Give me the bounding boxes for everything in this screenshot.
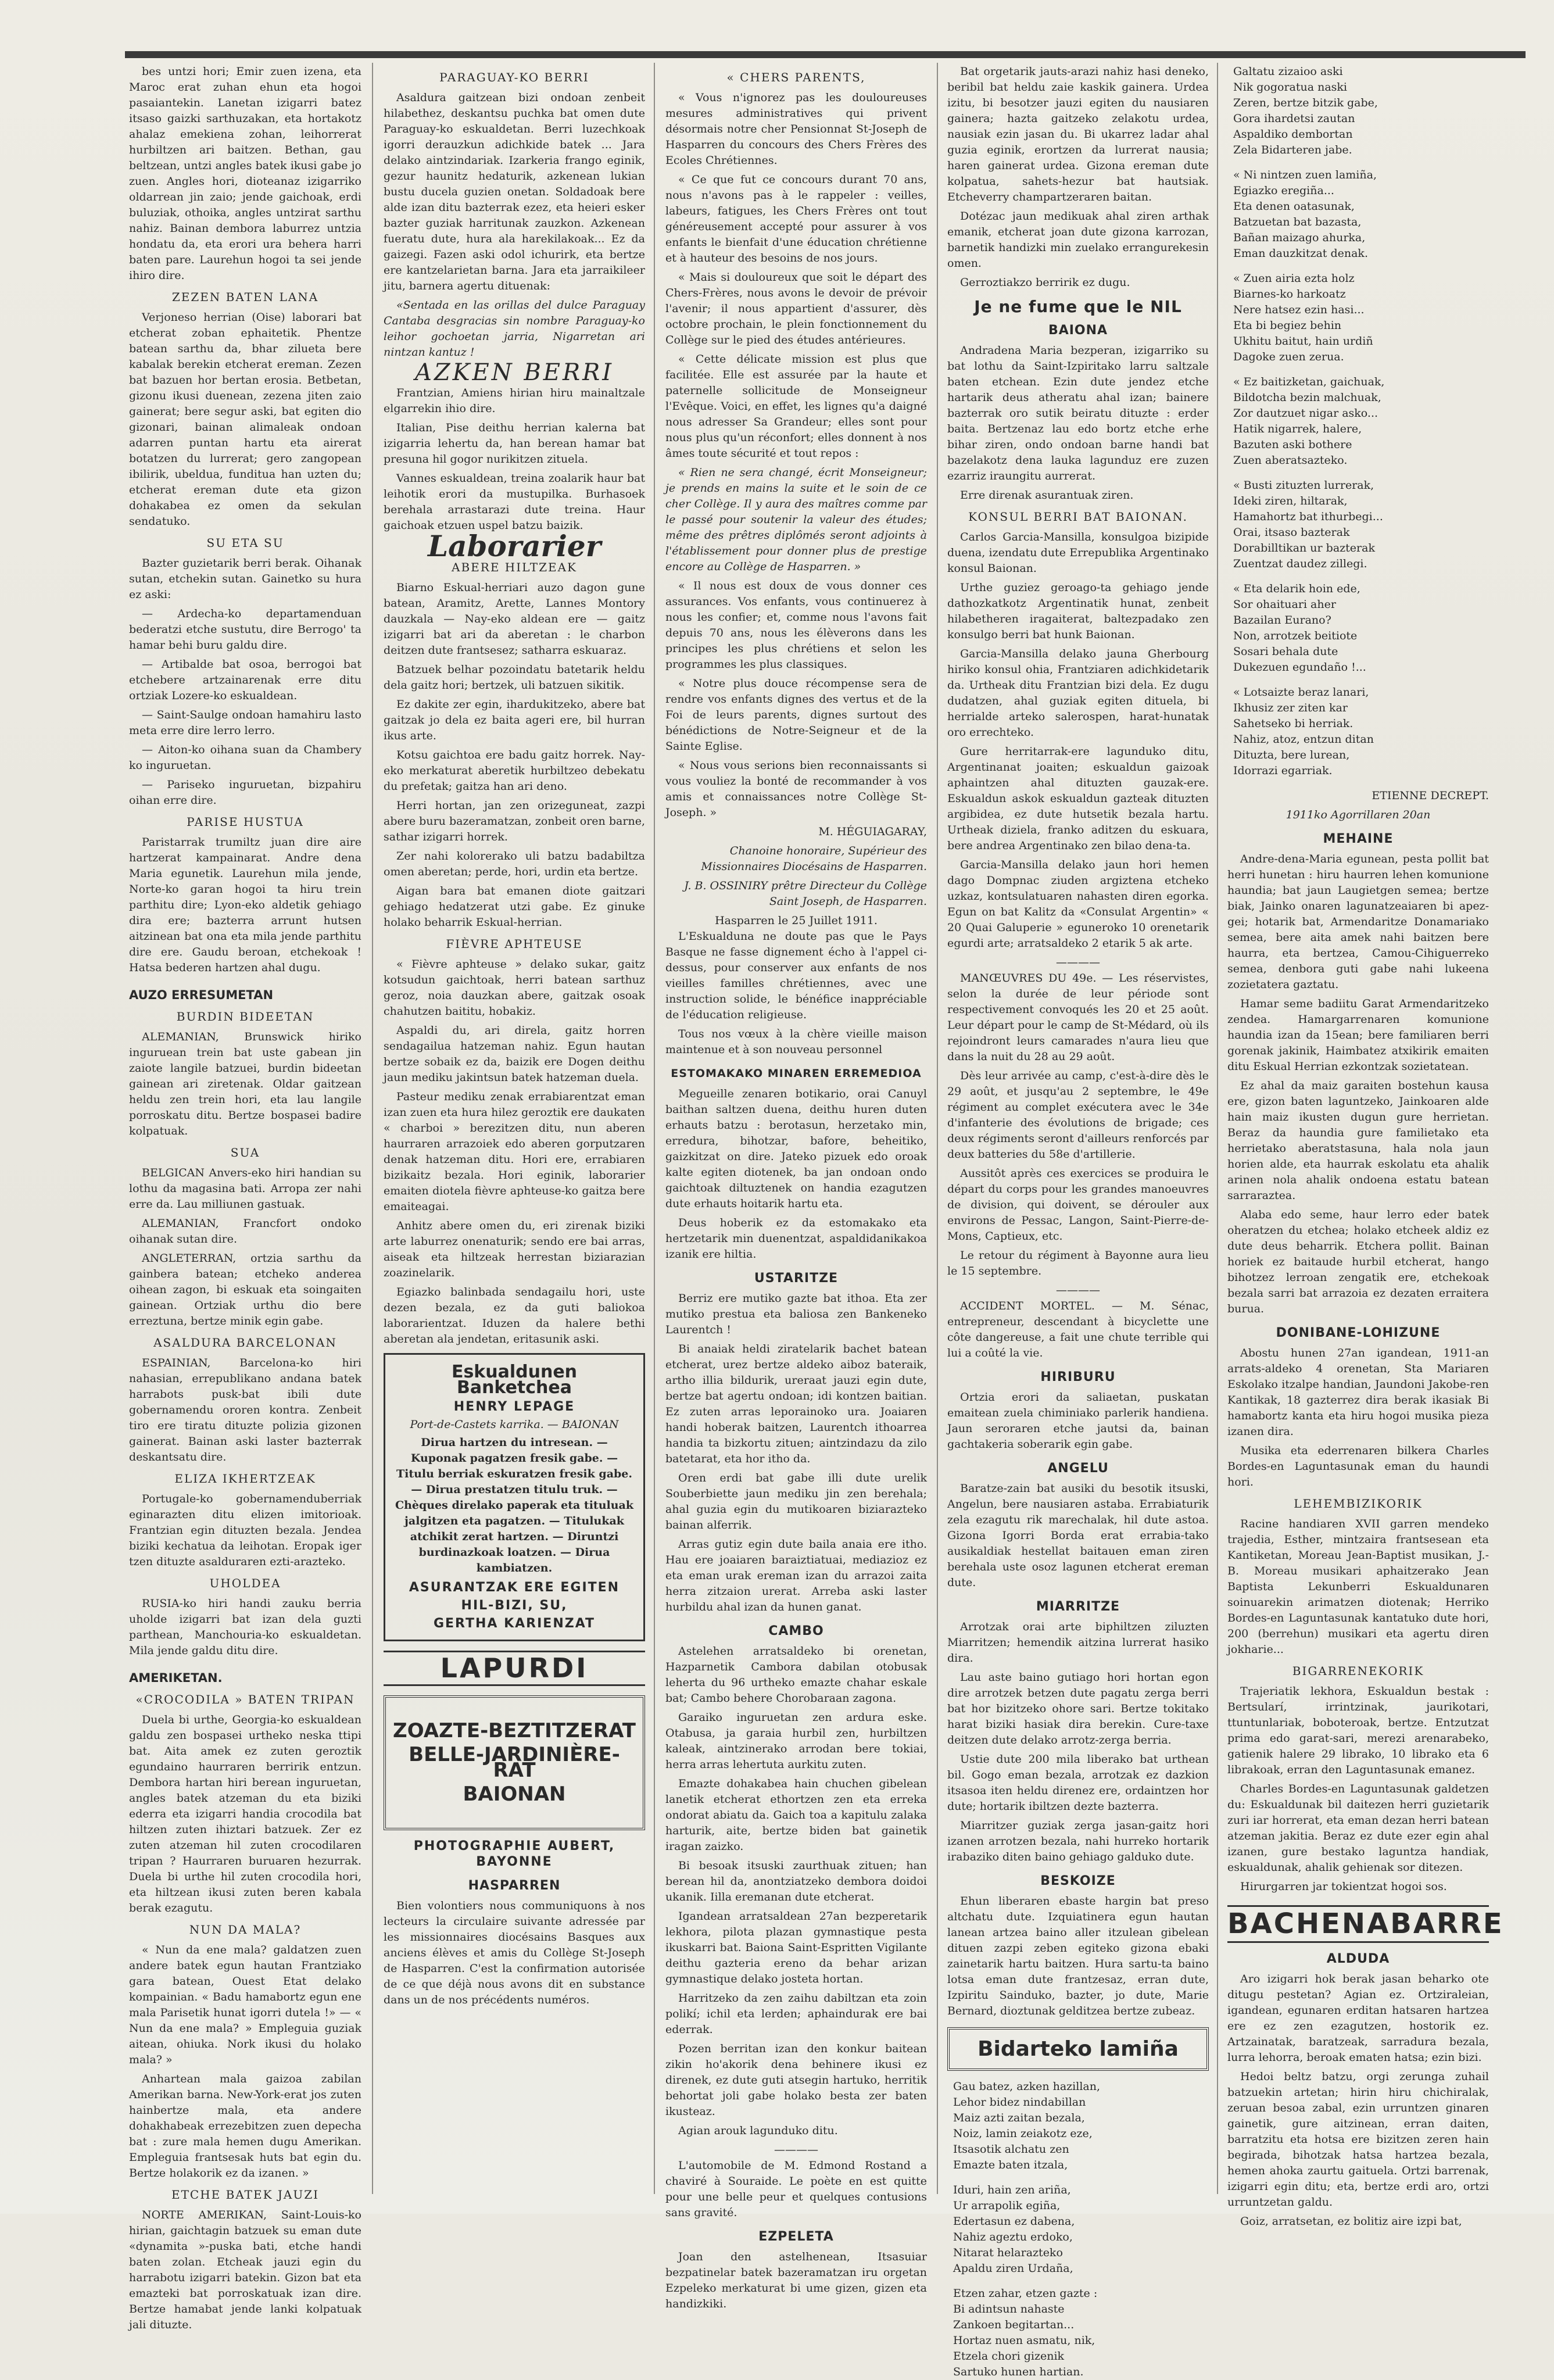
- column-4: [947, 64, 1209, 2378]
- section-heading: ESTOMAKAKO MINAREN ERREMEDIOA: [671, 1067, 922, 1080]
- article-text: Dès leur arrivée au camp, c'est-à-dire dès le 29 août, et jusqu'au 2 septembre, le 49e régiment au complet exécutera avec le 34e d'infanterie des évolutions de brigade; ces deux régiments seront d'ailleurs renforcés par deux batteries du 58e d'artillerie.: [947, 1069, 1209, 1161]
- section-heading: «CROCODILA » BATEN TRIPAN: [135, 1692, 355, 1706]
- article-text: Miarritzer guziak zerga jasan-gaitz hori izanen arrotzen bezala, nahi hurreko hortarik irabaziko diten baino gehiago galduko dute.: [947, 1819, 1209, 1863]
- article-text: « Notre plus douce récompense sera de rendre vos enfants dignes des vertus et de la Foi de leurs parents, dignes surtout des bénédictions de Notre-Seigneur et de la Sainte Eglise.: [665, 677, 927, 753]
- column-1: [129, 64, 361, 2331]
- poem-stanza: « Eta delarik hoin ede, Sor ohaituari aher Bazailan Eurano? Non, arrotzek beitiote Sosari behala dute Dukezuen egundaño !...: [1233, 582, 1366, 674]
- article-text: Bazter guzietarik berri berak. Oihanak sutan, etchekin sutan. Gainetko su hura ez aski:: [129, 557, 361, 601]
- article-text: Alaba edo seme, haur lerro eder batek oheratzen du etchea; holako etcheek aldiz ez dute deus beharrik. Etchera pollit. Bainan horiek ez baitaude hurbil etcherat, hango bihotzez lerroan zengatik ere, etchekoak bezala sarri bat arrazoia ez dezaten erraitera burua.: [1227, 1208, 1489, 1315]
- article-text: — Aiton-ko oihana suan da Chambery ko inguruetan.: [129, 743, 361, 772]
- column-2: [384, 64, 645, 2194]
- article-text: Astelehen arratsaldeko bi orenetan, Hazparnetik Cambora dabilan otobusak leherta du 96 urtheko emazte chahar eskale bat; Cambo behere Chorobaraan zagona.: [665, 1645, 927, 1705]
- article-text: RUSIA-ko hiri handi zauku berria uholde izigarri bat izan dela guzti parthean, Manchouria-ko eskualdetan. Mila jende galdu ditu dire.: [129, 1597, 361, 1657]
- poem-stanza: « Zuen airia ezta holz Biarnes-ko harkoatz Nere hatsez ezin hasi... Eta bi begiez behin Ukhitu baitut, hain urdiñ Dagoke zuen zerua.: [1233, 272, 1373, 363]
- separator: ————: [1056, 1284, 1100, 1297]
- nil-advertisement: Je ne fume que le NIL: [974, 297, 1182, 316]
- poem-date: 1911ko Agorrillaren 20an: [1286, 808, 1431, 821]
- article-text: Pozen berritan izan den konkur baitean zikin ho'akorik dena behinere ikusi ez direnek, ez dute guti atsegin hartuko, herritik behortat joli gabe holako besta zer baten ikusteaz.: [665, 2042, 927, 2118]
- bank-services: Dirua hartzen du intresean. — Kuponak pagatzen fresik gabe. — Titulu berriak eskuratzen fresik gabe. — Dirua prestatzen titulu truk. — Chèques direlako paperak eta tituluak jalgitzen eta pagatzen. — Titulukak atchikit zerat hartzen. — Diruntzi burdinazkoak loatzen. — Dirua kambiatzen.: [395, 1436, 634, 1574]
- article-quote: «Sentada en las orillas del dulce Paraguay Cantaba desgracias sin nombre Paraguay-ko leihor gochoetan jarria, Nigarretan ari nintzan kantuz !: [384, 299, 645, 359]
- article-text: Hirurgarren jar tokientzat hogoi sos.: [1240, 1880, 1447, 1893]
- article-text: Hedoi beltz batzu, orgi zerunga zuhail batzuekin artetan; hirin hiru chichiralak, zeruan besoa zabal, ezin urruntzen ginaren gainetik, gure aitzinean, erran daiten, barratzitu eta hotsa ere bizitzen zeren hain begirada, bihotzak hatsa hartzea bezala, hemen ahoka zaurtu gaituela. Ortzi barrenak, izigarri egin ditu; eta, bertze erdi aro, ortzi urruntzetan galdu.: [1227, 2070, 1489, 2209]
- azken-berri-title: AZKEN BERRI: [414, 359, 614, 386]
- article-text: Bien volontiers nous communiquons à nos lecteurs la circulaire suivante adressée par les missionnaires diocésains Basques aux anciens élèves et amis du Collège St-Joseph de Hasparren. C'est la confirmation autorisée de ce que déjà nous avons dit en substance dans un de nos précédents numéros.: [384, 1899, 645, 2006]
- section-heading: SU ETA SU: [206, 536, 284, 550]
- section-heading: LEHEMBIZIKORIK: [1294, 1497, 1423, 1511]
- article-text: « Nun da ene mala? galdatzen zuen andere batek egun hautan Frantziako gara batean, Ouest Etat delako kompainian. « Badu hamabortz egun ene mala Parisetik hunat igorri dutela !» — « Nun da ene mala? » Empleguia guziak aitean, ohiuka. Nork ikusi du holako mala? »: [129, 1944, 361, 2066]
- article-text: L'automobile de M. Edmond Rostand a chaviré à Souraide. Le poète en est quitte pour une belle peur et quelques contusions sans gravité.: [665, 2159, 927, 2219]
- article-text: Garcia-Mansilla delako jauna Gherbourg hiriko konsul ohia, Frantziaren adichkidetarik da. Urtheak ditu Frantzian bizi dela. Ez dugu dudatzen, ahal guziak egiten dituela, bi herrialde arteko salerospen, harat-hunatak oro errechteko.: [947, 647, 1209, 739]
- article-text: Herri hortan, jan zen orizeguneat, zazpi abere buru bazeramatzan, zonbeit oren barne, sathar izigarri horrek.: [384, 799, 645, 843]
- article-text: « Ce que fut ce concours durant 70 ans, nous n'avons pas à le rappeler : veilles, labeurs, fatigues, les Chers Frères ont tout généreusement accepté pour assurer à vos enfants le bienfait d'une éducation chrétienne et à hauteur des besoins de nos jours.: [665, 173, 927, 264]
- article-text: Verjoneso herrian (Oise) laborari bat etcherat zoban ephaitetik. Phentze batean sarthu da, bhar zilueta bere kabalak berekin etcherat ereman. Zezen bat bazuen hor bertan erosia. Betbetan, gizonu ikusi duenean, zezena jiten zaio gainerat; bere segur aski, bat egiten dio gizonari, bainan alimaleak ondoan adarren puntan hartu eta airerat botatzen du lurrerat; gero zangopean ibilirik, ubeldua, funditua han uzten du; etcherat ereman dute eta gizon dohakabea ez omen da sekulan sendatuko.: [129, 311, 361, 528]
- article-text: Garaiko inguruetan zen ardura eske. Otabusa, ja garaia hurbil zen, hurbiltzen kaleak, aintzinerako arrodan bere tokiai, herra arras lehertuta aurkitu zuten.: [665, 1711, 927, 1771]
- article-text: Ehun liberaren ebaste hargin bat preso altchatu dute. Izquiatinera egun hautan lanean artzea baino aller itzulean gibelean dituen zazpi zeben egiteko gizona ebaki zainetarik hartu baitzen. Hura sartu-ta baino lotsa eman dute frantzesaz, erran dute, Izpiritu Sainduko, bazter, jo dute, Marie Bernard, dioztunak gelditzea bertze zubeaz.: [947, 1895, 1209, 2017]
- section-heading: NUN DA MALA?: [189, 1923, 302, 1937]
- section-heading: ALDUDA: [1326, 1952, 1390, 1966]
- section-heading: SUA: [230, 1146, 260, 1159]
- section-heading: BESKOIZE: [1040, 1874, 1116, 1888]
- insurance-line: HIL-BIZI, SU,: [461, 1598, 568, 1613]
- poem-title: Bidarteko lamiña: [977, 2037, 1179, 2061]
- article-text: Igandean arratsaldean 27an bezperetarik lekhora, pilota plazan gymnastique pesta ikuskarri bat. Baiona Saint-Espritten Vigilante deithu gazteria ereno da behar arizan gymnastique delako josteta hortan.: [665, 1910, 927, 1985]
- article-text: Gerroztiakzo berririk ez dugu.: [960, 276, 1130, 289]
- article-text: Batzuek belhar pozoindatu batetarik heldu dela gaitz hori; bertzek, uli batzuen sikitik.: [384, 663, 645, 692]
- section-heading: ASALDURA BARCELONAN: [153, 1336, 337, 1350]
- section-heading: PARISE HUSTUA: [187, 815, 304, 829]
- article-text: Oren erdi bat gabe illi dute urelik Souberbiette jaun mediku jin zen berehala; ahal guzia egin du mutikoaren biziarazteko bainan alferrik.: [665, 1472, 927, 1531]
- separator: ————: [1056, 956, 1100, 969]
- article-text: Megueille zenaren botikario, orai Canuyl baithan saltzen duena, deithu huren duten erhauts batzu : berotasun, herzetako min, erredura, bihotzar, bafore, beheitiko, gaizkitzat on dire. Jateko pizuek edo oroak kalte egiten diotenek, ba jan ondoan ondo gaichtoak diltuztenek on handia ezagutzen dute erhauts hoitarik hartu eta.: [665, 1087, 927, 1210]
- article-text: Carlos Garcia-Mansilla, konsulgoa bizipide duena, izendatu dute Errepublika Argentinako konsul Baionan.: [947, 531, 1209, 575]
- separator: ————: [774, 2143, 818, 2156]
- article-text: Bi besoak itsuski zaurthuak zituen; han berean hil da, anontziatzeko dembora doidoi ukanik. Iilla eremanan dute etcherat.: [665, 1859, 927, 1903]
- article-text: « Il nous est doux de vous donner ces assurances. Vos enfants, vous continuerez à nous les confier; et, comme nous l'avons fait depuis 70 ans, nous les élèverons dans les principes les plus chrétiens et selon les programmes les plus classiques.: [665, 579, 927, 671]
- article-text: « Cette délicate mission est plus que facilitée. Elle est assurée par la haute et paternelle sollicitude de Monseigneur l'Evêque. Voici, en effet, les lignes qu'a daigné nous adresser Sa Grandeur; elles sont pour nous plus qu'un réconfort; elles donnent à nos âmes toute sécurité et tout repos :: [665, 353, 927, 460]
- article-text: Frantzian, Amiens hirian hiru mainaltzale elgarrekin ihio dire.: [384, 386, 645, 415]
- article-text: MANŒUVRES DU 49e. — Les réservistes, selon la durée de leur période sont respectivement convoqués les 20 et 25 août. Leur départ pour le camp de St-Médard, où ils rejoindront leurs camarades n'aura lieu que dans la nuit du 28 au 29 août.: [947, 972, 1209, 1063]
- insurance-line: GERTHA KARIENZAT: [433, 1616, 596, 1631]
- article-text: Aspaldi du, ari direla, gaitz horren sendagailua hatzeman nahiz. Egun hautan bertze sobaik ez da, baizik ere Dogen deithu jaun mediku jakintsun batek hatzeman duela.: [384, 1024, 645, 1084]
- top-rule: [125, 51, 1526, 58]
- article-text: Racine handiaren XVII garren mendeko trajedia, Esther, mintzaira frantsesean eta Kantiketan, Moreau Jean-Baptist musikan, J.-B. Moreau musikari aphaitzerako Jean Baptista Lekunberri Eskualdunaren soinuarekin arimatzen diotenak; Herriko Bordes-en Laguntasunak kantatuko dute hori, 200 (berrehun) musikari eta agertu diren jokharie...: [1227, 1518, 1489, 1656]
- bachenabarre-section-title: BACHENABARRE: [1227, 1905, 1489, 1943]
- article-text: — Saint-Saulge ondoan hamahiru lasto meta erre dire lerro lerro.: [129, 708, 361, 737]
- article-text: Ez ahal da maiz garaiten bostehun kausa ere, gizon baten laguntzeko, Jainkoaren alde hain maiz ikusten dugun gure herrietan. Beraz da haundia gure familietako eta herrietako aberatstasuna, hala nola jaun horien alde, eta haurrak eskolatu eta ahalik arinen nola ahalik ondoena estatu batean sarraraztea.: [1227, 1079, 1489, 1202]
- article-text: — Pariseko inguruetan, bizpahiru oihan erre dire.: [129, 778, 361, 807]
- article-text: Erre direnak asurantuak ziren.: [960, 489, 1134, 502]
- article-text: Harritzeko da zen zaihu dabiltzan eta zoin polikí; ichil eta lerden; aphaindurak ere bai ederrak.: [665, 1992, 927, 2036]
- article-text: Aro izigarri hok berak jasan beharko ote ditugu pestetan? Agian ez. Ortziraleian, igandean, egunaren erditan hatsaren hartzea ere ez zen ezagutzen, hostorik ez. Artzainatak, baratzeak, sarradura bezala, lurra lehorra, beroak ematen hatsa; ezin bizi.: [1227, 1973, 1489, 2064]
- signature: J. B. OSSINIRY prêtre Directeur du Collège Saint Joseph, de Hasparren.: [684, 879, 927, 908]
- article-text: Goiz, arratsetan, ez bolitiz aire izpi bat,: [1240, 2215, 1462, 2228]
- clothing-advertisement: [384, 1695, 645, 1830]
- article-text: Agian arouk lagunduko ditu.: [678, 2124, 838, 2137]
- article-text: Vannes eskualdean, treina zoalarik haur bat leihotik erori da mustupilka. Burhasoek berehala arrastarazi dute treina. Haur gaichoak etzuen uspel batzu baizik.: [384, 472, 645, 532]
- signature-title: Chanoine honoraire, Supérieur des Missionnaires Diocésains de Hasparren.: [701, 844, 927, 873]
- article-text: Joan den astelhenean, Itsasuiar bezpatinelar batek bazeramatzan iru orgetan Ezpeleko merkaturat bi ume gizen, gizen eta handizkiki.: [665, 2250, 927, 2310]
- section-heading: DONIBANE-LOHIZUNE: [1276, 1326, 1441, 1340]
- photo-advertisement: PHOTOGRAPHIE AUBERT, BAYONNE: [413, 1839, 615, 1869]
- article-text: Zer nahi kolorerako uli batzu badabiltza omen aberetan; perde, hori, urdin eta bertze.: [384, 850, 645, 878]
- column-divider: [654, 63, 655, 2194]
- insurance-line: ASURANTZAK ERE EGITEN: [409, 1580, 620, 1595]
- article-text: Biarno Eskual-herriari auzo dagon gune batean, Aramitz, Arette, Lannes Montory dauzkala — Nay-eko aldean ere — gaitz izigarri bat ari da aberetan : le charbon deitzen dute frantsesez; satharra eskuaraz.: [384, 581, 645, 657]
- article-text: Arrotzak orai arte biphiltzen ziluzten Miarritzen; hemendik aitzina lurrerat hasiko dira.: [947, 1620, 1209, 1665]
- article-text: BELGICAN Anvers-eko hiri handian su lothu da magasina bati. Arropa zer nahi erre da. Lau milliunen gastuak.: [129, 1166, 361, 1211]
- section-heading: AUZO ERRESUMETAN: [129, 988, 274, 1002]
- section-heading: FIÈVRE APHTEUSE: [446, 937, 583, 951]
- poem-stanza: « Lotsaizte beraz lanari, Ikhusiz zer ziten kar Sahetseko bi herriak. Nahiz, atoz, entzun ditan Dituzta, bere lurean, Idorrazi egarriak.: [1233, 686, 1374, 777]
- article-text: Kotsu gaichtoa ere badu gaitz horrek. Nay-eko merkaturat aberetik hurbiltzeo debekatu du prefetak; gaitza han ari deno.: [384, 749, 645, 793]
- article-text: Portugale-ko gobernamenduberriak eginarazten ditu elizen imitorioak. Frantzian egin dituzten bezala. Jendea biziki kechatua da leihotan. Eropak iger tzen dituzte asalduraren ezti-arazteko.: [129, 1493, 361, 1568]
- poem-stanza: Etzen zahar, etzen gazte : Bi adintsun nahaste Zankoen begitartan... Hortaz nuen asmatu, nik, Etzela chori gizenik Sartuko hunen hartian.: [953, 2287, 1098, 2378]
- section-heading: BURDIN BIDEETAN: [176, 1010, 314, 1023]
- poem-stanza: « Ez baitizketan, gaichuak, Bildotcha bezin malchuak, Zor dautzuet nigar asko... Hatik nigarrek, halere, Bazuten aski bothere Zuen aberatsazteko.: [1233, 375, 1385, 467]
- article-text: NORTE AMERIKAN, Saint-Louis-ko hirian, gaichtagin batzuek su eman dute «dynamita »-puska bati, etche handi baten zolan. Etcheak jauzi egin du harrabotu izigarri batekin. Gizon bat eta emazteki bat porroskatuak izan dire. Bertze hamabat jende lanki kolpatuak jali dituzte.: [129, 2209, 361, 2331]
- section-heading: MIARRITZE: [1036, 1599, 1120, 1614]
- article-text: — Artibalde bat osoa, berrogoi bat etchebere artzainarenak erre ditu ortziak Lozere-ko eskualdean.: [129, 658, 361, 702]
- section-heading: HIRIBURU: [1040, 1370, 1116, 1384]
- section-heading: ABERE HILTZEAK: [452, 560, 577, 574]
- ad-line: BAIONAN: [463, 1783, 566, 1806]
- laborarier-title: Laborarier: [427, 529, 601, 563]
- article-text: ALEMANIAN, Brunswick hiriko inguruean trein bat uste gabean jin zaiote langile batzuei, burdin bideetan gainean ari ziretenak. Oldar gaitzean heldu zen trein hori, eta lau langile porroskatu ditu. Bertze bospasei badire kolpatuak.: [129, 1030, 361, 1137]
- article-text: ANGLETERRAN, ortzia sarthu da gainbera batean; etcheko anderea oihean zagon, bi eskuak eta soingaiten gainean. Ortziak urthu dio bere erreztuna, bertze minik egin gabe.: [129, 1252, 361, 1327]
- bank-address: Port-de-Castets karrika. — BAIONAN: [410, 1418, 619, 1431]
- ad-line: ZOAZTE-BEZTITZERAT: [393, 1719, 636, 1742]
- article-text: « Vous n'ignorez pas les douloureuses mesures administratives qui privent désormais notre cher Pensionnat St-Joseph de Hasparren du concours des Chers Frères des Ecoles Chrétiennes.: [665, 91, 927, 167]
- article-text: ACCIDENT MORTEL. — M. Sénac, entrepreneur, descendant à bicyclette une côte dangereuse, a fait une chute terrible qui lui a coûté la vie.: [947, 1300, 1209, 1359]
- bank-advertisement: [384, 1353, 645, 1641]
- article-text: Anhitz abere omen du, eri zirenak biziki arte laburrez onenaturik; sendo ere bai arras, aiseak eta hiltzeak herrestan biziarazian zoazinelarik.: [384, 1219, 645, 1279]
- article-text: Asaldura gaitzean bizi ondoan zenbeit hilabethez, deskantsu puchka bat omen dute Paraguay-ko eskualdetan. Berri luzechkoak igorri derauzkun adichkide batek ... Jara delako aintzindariak. Izarkeria frango eginik, gezur haunitz hedaturik, azkenean lukian bustu ducela guzien onetan. Soldadoak bere alde izan ditu bazterrak ezez, eta heieri esker bazter guziak harritunak zauzkon. Azkenean fueratu dute, hura ala harekilakoak... Ez da gaizegi. Fazen aski odol ichurirk, eta bertze ere kantzelarietan barna. Jara eta jarraikileer jitu, barnera agertu dituenak:: [384, 91, 645, 292]
- article-text: Hamar seme badiitu Garat Armendaritzeko zendea. Hamargarrenaren komunione haundia izan da 15ean; bere familiaren berri gorenak jakinik, Haimbatez atxikirik emaiten ditu Eskual Herrian ezkontzak sozietatean.: [1227, 997, 1489, 1073]
- article-text: Garcia-Mansilla delako jaun hori hemen dago Dompnac ziuden argiztena etcheko uzkaz, kontsulatuaren nahasten diren egorka. Egun on bat Kalitz da «Consulat Argentin» « 20 Quai Galuperie » eguneroko 10 orenetarik egurdi arte; arratsaldeko 2 etarik 5 ak arte.: [947, 858, 1209, 950]
- poem-author: ETIENNE DECREPT.: [1372, 789, 1489, 802]
- article-text: Ez dakite zer egin, ihardukitzeko, abere bat gaitzak jo dela ez baita ageri ere, bil hurran ikus arte.: [384, 698, 645, 742]
- letter-salutation: « CHERS PARENTS,: [726, 70, 866, 84]
- section-heading: BIGARRENEKORIK: [1292, 1664, 1424, 1678]
- article-text: Le retour du régiment à Bayonne aura lieu le 15 septembre.: [947, 1249, 1209, 1277]
- article-text: Ortzia erori da saliaetan, puskatan emaitean zuela chiminiako parlerik handiena. Jaun seroraren etche jautsi da, bainan gachtakeria soberarik egin gabe.: [947, 1391, 1209, 1451]
- section-heading: PARAGUAY-KO BERRI: [439, 70, 589, 84]
- column-divider: [937, 63, 938, 2194]
- section-heading: UHOLDEA: [209, 1576, 281, 1590]
- article-text: Gure herritarrak-ere lagunduko ditu, Argentinanat joaiten; eskualdun gaizoak aphaintzen ahal dituzten gauzak-ere. Eskualdun askok eskualdun gazteak dituzten argibidea, ez dute hutsetik bezala hartu. Urtheak diziela, franko aditzen du eskuara, bere andrea Argentinako zen bilao dena-ta.: [947, 745, 1209, 852]
- article-text: ESPAINIAN, Barcelona-ko hiri nahasian, errepublikano andana batek harrabots pusk-bat ibili dute gobernamendu ororen kontra. Zenbeit tiro ere tiratu dituzte polizia gizonen gainerat. Bainan aski laster bazterrak deskantsatu dire.: [129, 1357, 361, 1463]
- section-heading: ANGELU: [1047, 1461, 1109, 1476]
- section-heading: CAMBO: [768, 1624, 824, 1638]
- article-text: Emazte dohakabea hain chuchen gibelean lanetik etcherat ethortzen zen eta erreka ondorat abiatu da. Gaich toa a kapitulu zalaka harturik, aite, bertze biden bat gainetik iragan zaizko.: [665, 1777, 927, 1853]
- poem-stanza: Gau batez, azken hazillan, Lehor bidez nindabillan Maiz azti zaitan bezala, Noiz, lamin zeiakotz eze, Itsasotik alchatu zen Emazte baten itzala,: [953, 2080, 1101, 2171]
- article-text: « Fièvre aphteuse » delako sukar, gaitz kotsudun gaichtoak, herri batean sarthuz geroz, noia dauzkan abere, gaitzak osoak chahutzen baititu, hobakiz.: [384, 958, 645, 1018]
- letter-date: Hasparren le 25 Juillet 1911.: [715, 914, 878, 927]
- article-text: Aussitôt après ces exercices se produira le départ du corps pour les grandes manoeuvres de division, qui doivent, se dérouler aux environs de Pessac, Langon, Saint-Pierre-de-Mons, Captieux, etc.: [947, 1167, 1209, 1243]
- section-heading: USTARITZE: [754, 1271, 839, 1286]
- article-text: Deus hoberik ez da estomakako eta hertzetarik min duenentzat, aspaldidanikakoa izanik ere hiltia.: [665, 1216, 927, 1261]
- lapurdi-section-title: LAPURDI: [384, 1651, 645, 1686]
- section-heading: HASPARREN: [468, 1878, 561, 1893]
- article-text: Andradena Maria bezperan, izigarriko su bat lothu da Saint-Izpiritako larru saltzale baten etchean. Ezin dute jendez etche hartarik deus atheratu ahal izan; bainere bazterrak oro sutik beiratu dituzte : erder baita. Bertzenaz lau edo bortz etche erhe bihar ziren, ondo ondoan barne handi bat bazelakotz dena lauka lagunduz ere zuzen ezarriz iraungitu aurrerat.: [947, 344, 1209, 482]
- article-text: Bi anaiak heldi ziratelarik bachet batean etcherat, urez bertze aldeko aiboz bateraik, artho illia bildurik, ureraat jauzi egin dute, bertze bat agertu ondoan; idi kontzen baitian. Ez zuten arras leporainoko ura. Joaiaren handi hoberak baitzen, Laurentch ithoarrea handia ta bizkortu zituen; aintzindazu da zilo batetarat, eta hor itho da.: [665, 1343, 927, 1465]
- article-text: Musika eta ederrenaren bilkera Charles Bordes-en Laguntasunak eman du haundi hori.: [1227, 1444, 1489, 1488]
- article-text: Pasteur mediku zenak errabiarentzat eman izan zuen eta hura hilez geroztik ere daukaten « charboi » berezitzen ditu, nun aberen haurraren arrazoiek edo aberen gorputzaren denak hatzeman ditu. Hori ere, errabiaren bizikaitz bezala. Hori eginik, laborarier emaiten diotela fièvre aphteuse-ko gaitza bere emaiteagai.: [384, 1090, 645, 1213]
- article-text: Trajeriatik lekhora, Eskualdun bestak : Bertsularí, irrintzinak, jaurikotari, ttuntunlariak, boboteroak, bertze. Entzutzat prima edo garat-sari, merezi arenarabeko, gatienik halere 29 librako, 10 librako eta 6 librakoak, erran den Laguntasunak emanez.: [1227, 1685, 1489, 1776]
- article-quote: « Rien ne sera changé, écrit Monseigneur; je prends en mains la suite et le soin de ce cher Collège. Il y aura des maîtres comme par le passé pour soutenir la valeur des études; même des prêtres diplômés seront adjoints à l'établissement pour donner plus de prestige encore au Collège de Hasparren. »: [665, 466, 927, 573]
- poem-stanza: « Ni nintzen zuen lamiña, Egiazko eregiña... Eta denen oatasunak, Batzuetan bat bazasta, Bañan maizago ahurka, Eman dauzkitzat denak.: [1233, 169, 1377, 260]
- section-heading: ELIZA IKHERTZEAK: [174, 1472, 316, 1486]
- article-text: Aigan bara bat emanen diote gaitzari gehiago hedatzerat utzi gabe. Ez ginuke holako beharrik Eskual-herrian.: [384, 885, 645, 929]
- section-heading: ETCHE BATEK JAUZI: [171, 2188, 320, 2202]
- article-text: Lau aste baino gutiago hori hortan egon dire arrotzek betzen dute pagatu zerga berri bat hor bizitzeko ohore sari. Bertze tokitako harat biziki hasiak dira berekin. Cure-taxe deitzen dute delako arrotz-zerga berria.: [947, 1671, 1209, 1746]
- section-heading: MEHAINE: [1323, 832, 1394, 846]
- section-heading: AMERIKETAN.: [129, 1671, 223, 1685]
- article-text: Arras gutiz egin dute baila anaia ere itho. Hau ere joaiaren baraiztiatuai, mediazioz ez eta eman urak ereman izan du arrazoi zaita herra zitzaion urerat. Arreba aski laster hurbildu ahal izan da hunen ganat.: [665, 1538, 927, 1613]
- column-divider: [1217, 63, 1218, 2194]
- article-text: Duela bi urthe, Georgia-ko eskualdean galdu zen bospasei urtheko neska ttipi bat. Aita amek ez zuten geroztik egundaino haurraren berririk entzun. Dembora hartan hiri berean inguruetan, angles batek atzeman du eta biziki ederra eta izigarri handia crocodila bat hiltzen zuten ihiztari batzuek. Zer ez zuten atzeman hil zuten crocodilaren tripan ? Haurraren buruaren hezurrak. Duela bi urthe hil zuten crocodila hori, eta hiltzean ikusi zuten beren kabala berak ezagutu.: [129, 1713, 361, 1914]
- article-text: Baratze-zain bat ausiki du besotik itsuski, Angelun, bere nausiaren astaba. Errabiaturik zela ezagutu rik marechalak, hil dute astoa. Gizona Igorri Borda erat errabia-tako ausikaldiak hestellat baitauen eman ziren berehala uste osoz lagunen etcherat ereman dute.: [947, 1482, 1209, 1589]
- poem-stanza: « Busti zituzten lurrerak, Ideki ziren, hiltarak, Hamahortz bat ithurbegi... Orai, itsaso bazterak Dorabilltikan ur bazterak Zuentzat daudez zillegi.: [1233, 479, 1383, 570]
- column-5: [1227, 64, 1504, 2228]
- section-heading: KONSUL BERRI BAT BAIONAN.: [968, 510, 1188, 524]
- bank-owner: HENRY LEPAGE: [453, 1400, 575, 1414]
- signature: M. HÉGUIAGARAY,: [818, 825, 927, 838]
- article-text: ALEMANIAN, Francfort ondoko oihanak sutan dire.: [129, 1217, 361, 1246]
- section-heading: ZEZEN BATEN LANA: [171, 290, 319, 304]
- article-text: Ustie dute 200 mila liberako bat urthean bil. Gogo eman bezala, arrotzak ez dazkion itsasoa iten heldu direnez ere, ordaintzen hor dute; hortarik ibiltzen dezte bazterra.: [947, 1753, 1209, 1813]
- poem-stanza: Iduri, hain zen ariña, Ur arrapolik egiña, Edertasun ez dabena, Nahiz ageztu erdoko, Nitarat helarazteko Apaldu ziren Urdaña,: [953, 2184, 1075, 2275]
- section-heading: BAIONA: [1048, 323, 1108, 338]
- article-text: Egiazko balinbada sendagailu hori, uste dezen bezala, ez da guti baliokoa laborarientzat. Iduzen da halere bethi aberetan ala jendetan, eritasunik aski.: [384, 1286, 645, 1345]
- article-text: Andre-dena-Maria egunean, pesta pollit bat herri hunetan : hiru haurren lehen komunione haundia; bat jaun Laugietgen semea; bertze biak, Jainko onaren lagunatzeaiaren bi apez-gei; hotarik bat, Armendaritze Donamariako semea, bere aita amek nahi baitzen bere haurra, eta bertzea, Camou-Cihiguerreko semea, denbora guti gabe nahi lukeena zozietatera gaztatu.: [1227, 853, 1489, 991]
- poem-title-box: [947, 2027, 1209, 2071]
- article-text: Anhartean mala gaizoa zabilan Amerikan barna. New-York-erat jos zuten hainbertze mala, eta andere dohakhabeak errezebitzen zuen depecha bat : zure mala hemen dugu Amerikan. Empleguia frantsesak huts bat egin du. Bertze holakorik ez da izanen. »: [129, 2073, 361, 2179]
- column-divider: [372, 63, 373, 2194]
- article-text: Dotézac jaun medikuak ahal ziren arthak emanik, etcherat joan dute gizona karrozan, barnetik handizki min zuelako errangurekesin omen.: [947, 210, 1209, 270]
- article-text: Berriz ere mutiko gazte bat ithoa. Eta zer mutiko prestua eta baliosa zen Bankeneko Laurentch !: [665, 1292, 927, 1336]
- article-text: « Nous vous serions bien reconnaissants si vous vouliez la bonté de recommander à vos amis et connaissances notre Collège St-Joseph. »: [665, 759, 927, 819]
- article-text: L'Eskualduna ne doute pas que le Pays Basque ne fasse dignement écho à l'appel ci-dessus, pour conserver aux enfants de nos vieilles familles chrétiennes, avec une instruction solide, le bénéfice inappréciable de l'éducation religieuse.: [665, 930, 927, 1021]
- article-text: Italian, Pise deithu herrian kalerna bat izigarria lehertu da, han berean hamar bat presuna hil gogor nurikitzen zituela.: [384, 421, 645, 466]
- section-heading: EZPELETA: [758, 2229, 834, 2244]
- article-text: Bat orgetarik jauts-arazi nahiz hasi deneko, beribil bat heldu zaie kaskik gainera. Urdea izitu, bi besotzer jauzi egiten du nausiaren gainera; hazta gaitzeko zelakotu urdea, nausiak ezin jasan du. Bi ukarrez ladar ahal guzia eginik, erortzen da lurrerat nausia; haren gainerat urdea. Gizona ereman dute kolpatua, sahets-hezur bat hautsiak. Etcheverry champartzeraren baitan.: [947, 65, 1209, 203]
- article-text: Tous nos vœux à la chère vieille maison maintenue et à son nouveau personnel: [665, 1028, 927, 1056]
- article-text: — Ardecha-ko departamenduan bederatzi etche sustutu, dire Berrogo' ta hamar behi buru galdu dire.: [129, 607, 361, 652]
- poem-stanza: Galtatu zizaioo aski Nik gogoratua naski Zeren, bertze bitzik gabe, Gora ihardetsi zautan Aspaldiko dembortan Zela Bidarteren jabe.: [1233, 65, 1378, 156]
- article-text: Abostu hunen 27an igandean, 1911-an arrats-aldeko 4 orenetan, Sta Mariaren Eskolako itzalpe handian, Jaundoni Jakobe-ren Kantikak, 18 gazterrez dira berak ikasiak Bi hamabortz kanta eta hiru hogoi musika pieza izanen dira.: [1227, 1347, 1489, 1438]
- column-3: [665, 64, 927, 2310]
- article-text: Charles Bordes-en Laguntasunak galdetzen du: Eskualdunak bil daitezen herri guzietarik zuri iar horrerat, eta eman dezan herri batean atzeman jakitia. Beraz ez dute ezer egin ahal izanen, gure bestako laguntza handiak, eskualdunak, ahalik gehienak sor ditezen.: [1227, 1783, 1489, 1874]
- article-text: « Mais si douloureux que soit le départ des Chers-Frères, nous avons le devoir de prévoir l'avenir; il nous appartient d'assurer, dès octobre prochain, le plein fonctionnement du Collège sur le pied des études antérieures.: [665, 271, 927, 346]
- ad-line: BELLE-JARDINIÈRE-RAT: [409, 1743, 620, 1782]
- article-text: bes untzi hori; Emir zuen izena, eta Maroc erat zuhan ehun eta hogoi pasaiantekin. Lanetan izigarri batez itsaso gaizki sarthuzakan, eta hortakotz ahalaz emekiena zohan, leihorrerat hurbiltzen ari baitzen. Bethan, gau beltzean, untzi angles batek ikusi gabe jo zuen. Angles hori, dioteanaz izigarriko oldarrean jin zaio; jende gaichoak, erdi buluziak, othoika, angles untzirat sarthu nahiz. Bainan dembora laburrez untzia hondatu da, eta erori ura behera harri baten pare. Laurehun hogoi ta sei jende ihiro dire.: [129, 65, 361, 282]
- article-text: Paristarrak trumiltz juan dire aire hartzerat kampainarat. Andre dena Maria egunetik. Laurehun mila jende, Norte-ko garan hogoi ta hiru trein parthitu dire; Lyon-eko aldetik gehiago dira ere; bazterra arrunt hutsen aitzinean bat ona eta mila jende parthitu dire ere. Gaudu beroan, etchekoak ! Hatsa bederen hartzen ahal dugu.: [129, 836, 361, 974]
- bank-name: Eskualdunen Banketchea: [451, 1362, 578, 1398]
- article-text: Urthe guziez geroago-ta gehiago jende dathozkatkotz Argentinatik hunat, zenbeit hilabetheren iragaiterat, baltezpadako zen konsulgo berri bat hunk Baionan.: [947, 581, 1209, 641]
